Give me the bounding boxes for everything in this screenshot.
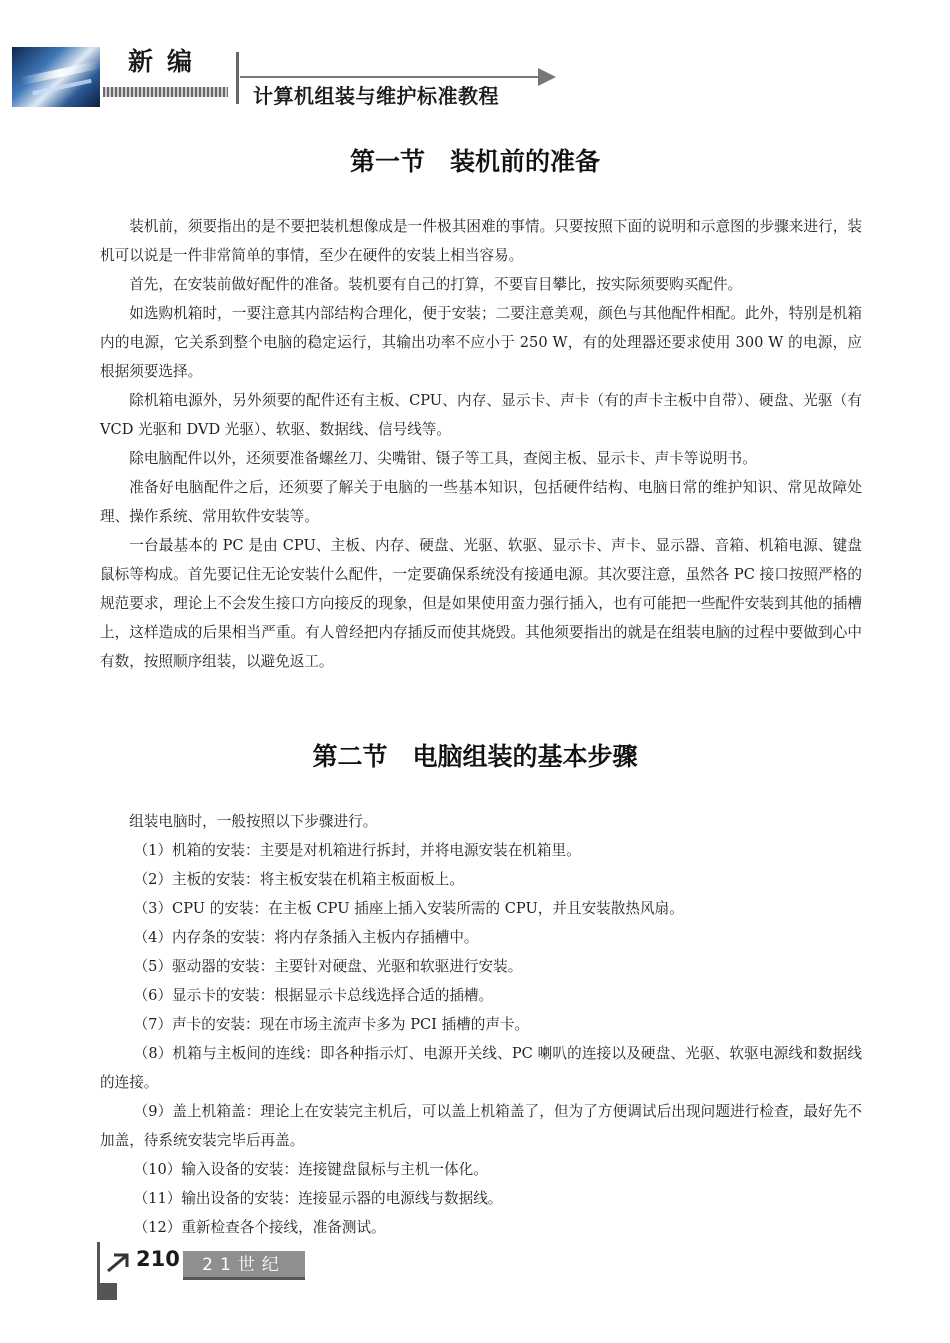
step-item: （10）输入设备的安装：连接键盘鼠标与主机一体化。 <box>133 1161 488 1178</box>
step-item: （12）重新检查各个接线，准备测试。 <box>133 1219 386 1236</box>
header-rule <box>240 76 540 78</box>
arrow-up-right-icon <box>105 1252 131 1274</box>
step-item: （6）显示卡的安装：根据显示卡总线选择合适的插槽。 <box>133 987 494 1004</box>
step-item: （1）机箱的安装：主要是对机箱进行拆封，并将电源安装在机箱里。 <box>133 842 581 859</box>
intro-paragraph: 组装电脑时，一般按照以下步骤进行。 <box>129 813 378 830</box>
paragraph: 一台最基本的 PC 是由 CPU、主板、内存、硬盘、光驱、软驱、显示卡、声卡、显示器、音箱、机箱电源、键盘鼠标等构成。首先要记住无论安装什么配件，一定要确保系统没有接通电源。其次要注意，虽然各 PC 接口按照严格的规范要求，理论上不会发生接口方向接反的现象，但是如果使用蛮力强行插入，也有可能把一些配件安装到其他的插槽上，这样造成的后果相当严重。有人曾经把内存插反而使其烧毁。其他须要指出的就是在组装电脑的过程中要做到心中有数，按照顺序组装，以避免返工。 <box>100 537 862 670</box>
header-dotted-bar <box>103 87 228 97</box>
paragraph: 除电脑配件以外，还须要准备螺丝刀、尖嘴钳、镊子等工具，查阅主板、显示卡、声卡等说明书。 <box>129 450 757 467</box>
paragraph: 首先，在安装前做好配件的准备。装机要有自己的打算，不要盲目攀比，按实际须要购买配件。 <box>129 276 743 293</box>
step-item: （7）声卡的安装：现在市场主流声卡多为 PCI 插槽的声卡。 <box>133 1016 530 1033</box>
section-2-body <box>100 807 862 1242</box>
step-item: （9）盖上机箱盖：理论上在安装完主机后，可以盖上机箱盖了，但为了方便调试后出现问题进行检查，最好先不加盖，待系统安装完毕后再盖。 <box>100 1103 862 1149</box>
step-item: （11）输出设备的安装：连接显示器的电源线与数据线。 <box>133 1190 503 1207</box>
book-title: 计算机组装与维护标准教程 <box>253 84 499 108</box>
header-divider <box>236 52 239 104</box>
paragraph: 如选购机箱时，一要注意其内部结构合理化，便于安装；二要注意美观，颜色与其他配件相配。此外，特别是机箱内的电源，它关系到整个电脑的稳定运行，其输出功率不应小于 250 W，有的处理器还要求使用 300 W 的电源，应根据须要选择。 <box>100 305 862 380</box>
section-2-title: 第二节 电脑组装的基本步骤 <box>312 742 638 771</box>
footer-block <box>97 1283 117 1300</box>
paragraph: 除机箱电源外，另外须要的配件还有主板、CPU、内存、显示卡、声卡（有的声卡主板中自带）、硬盘、光驱（有 VCD 光驱和 DVD 光驱）、软驱、数据线、信号线等。 <box>100 392 862 438</box>
step-item: （2）主板的安装：将主板安装在机箱主板面板上。 <box>133 871 464 888</box>
series-label-box <box>183 1251 305 1279</box>
step-item: （4）内存条的安装：将内存条插入主板内存插槽中。 <box>133 929 479 946</box>
step-item: （5）驱动器的安装：主要针对硬盘、光驱和软驱进行安装。 <box>133 958 523 975</box>
footer-rule <box>183 1277 305 1280</box>
paragraph: 装机前，须要指出的是不要把装机想像成是一件极其困难的事情。只要按照下面的说明和示意图的步骤来进行，装机可以说是一件非常简单的事情，至少在硬件的安装上相当容易。 <box>100 218 862 264</box>
header-image <box>12 47 100 107</box>
paragraph: 准备好电脑配件之后，还须要了解关于电脑的一些基本知识，包括硬件结构、电脑日常的维护知识、常见故障处理、操作系统、常用软件安装等。 <box>100 479 862 525</box>
step-item: （3）CPU 的安装：在主板 CPU 插座上插入安装所需的 CPU，并且安装散热风扇。 <box>133 900 684 917</box>
step-item: （8）机箱与主板间的连线：即各种指示灯、电源开关线、PC 喇叭的连接以及硬盘、光驱、软驱电源线和数据线的连接。 <box>100 1045 862 1091</box>
page-header <box>0 0 950 120</box>
header-arrow-icon <box>538 68 556 86</box>
series-label: 21世纪 <box>202 1255 286 1275</box>
series-title: 新编 <box>128 47 207 76</box>
section-1-body <box>100 212 862 676</box>
page-number: 210 <box>136 1247 180 1271</box>
section-1-title: 第一节 装机前的准备 <box>349 147 600 176</box>
